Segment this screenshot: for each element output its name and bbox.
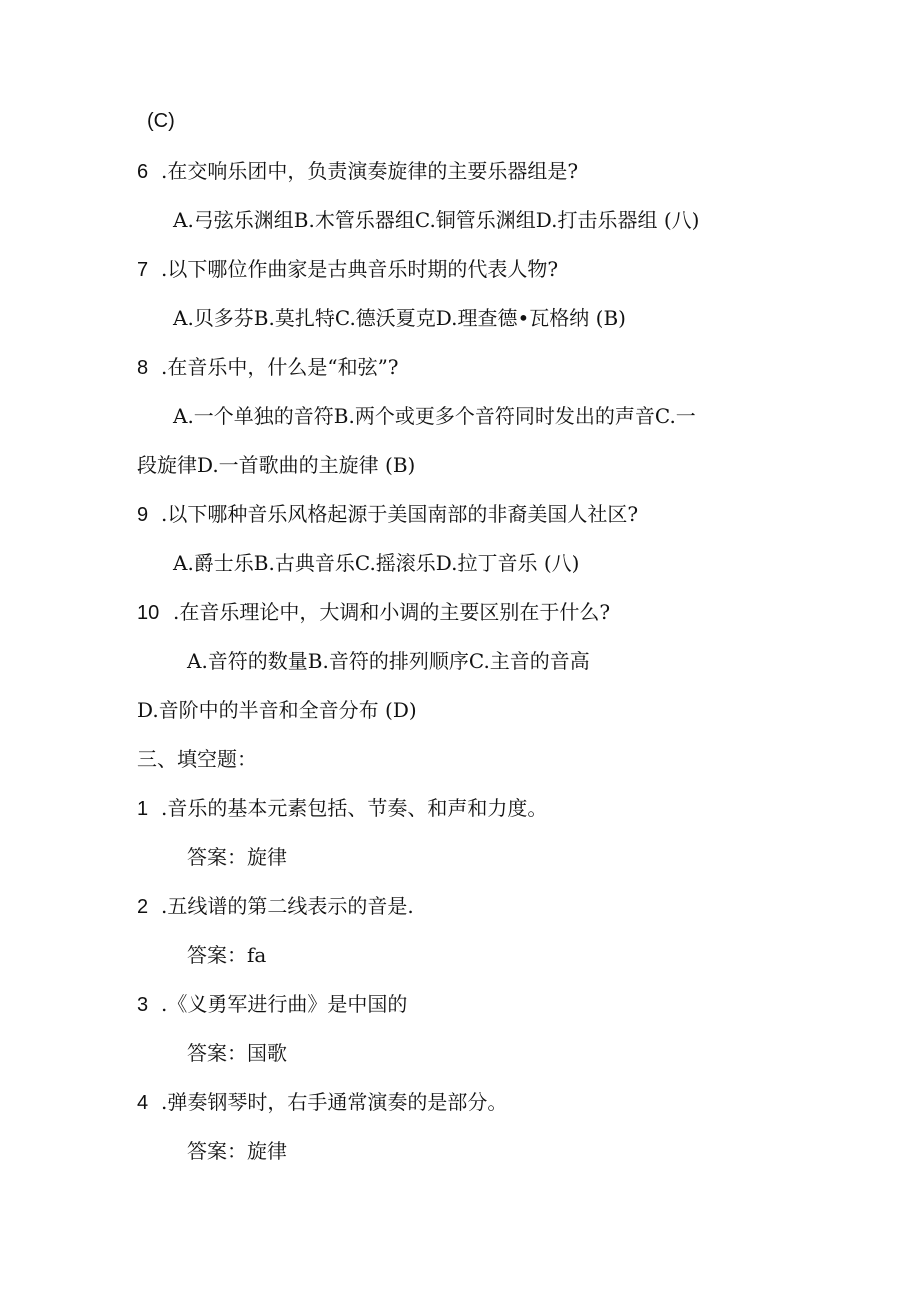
options-text: A.贝多芬B.莫扎特C.德沃夏克D.理查德•瓦格纳 (B) [173,306,626,330]
question-text: .弹奏钢琴时，右手通常演奏的是部分。 [161,1090,508,1114]
options-text: A.爵士乐B.古典音乐C.摇滚乐D.拉丁音乐 (八) [173,551,580,575]
question-7-stem [137,255,558,283]
fill-blank-3-stem [137,990,407,1018]
prev-answer [147,106,175,134]
fill-blank-2-stem [137,892,414,920]
question-number: 4 [137,1092,149,1114]
question-number: 7 [137,259,149,281]
question-8-options-line2 [137,451,415,479]
question-text: .以下哪种音乐风格起源于美国南部的非裔美国人社区? [161,502,639,526]
options-text: D.音阶中的半音和全音分布 (D) [137,698,417,722]
question-text: .在音乐理论中，大调和小调的主要区别在于什么? [173,600,611,624]
question-text: .在音乐中，什么是“和弦”? [161,355,399,379]
question-10-options-line1 [187,647,590,675]
question-6-options [173,206,699,234]
question-text: .《义勇军进行曲》是中国的 [161,992,408,1016]
options-text: 段旋律D.一首歌曲的主旋律 (B) [137,453,416,477]
question-number: 2 [137,896,149,918]
options-text: A.弓弦乐渊组B.木管乐器组C.铜管乐渊组D.打击乐器组 (八) [173,208,700,232]
fill-blank-2-answer [187,941,266,969]
section-title-text: 三、填空题： [137,747,257,771]
prev-answer-text: (C) [147,110,175,132]
question-9-options [173,549,579,577]
section-title [137,745,257,773]
options-text: A.音符的数量B.音符的排列顺序C.主音的音高 [187,649,590,673]
options-text: A.一个单独的音符B.两个或更多个音符同时发出的声音C.一 [173,404,696,428]
answer-text: 答案：旋律 [187,845,287,869]
answer-text: 答案：旋律 [187,1139,287,1163]
question-6-stem [137,157,578,185]
question-number: 6 [137,161,149,183]
question-number: 3 [137,994,149,1016]
question-9-stem [137,500,638,528]
question-10-options-line2 [137,696,417,724]
question-text: .在交响乐团中，负责演奏旋律的主要乐器组是? [161,159,579,183]
question-number: 10 [137,602,160,624]
question-8-stem [137,353,399,381]
fill-blank-4-stem [137,1088,507,1116]
question-text: .以下哪位作曲家是古典音乐时期的代表人物? [161,257,559,281]
question-8-options-line1 [173,402,696,430]
fill-blank-1-stem [137,794,547,822]
question-10-stem [137,598,610,626]
fill-blank-4-answer [187,1137,287,1165]
fill-blank-3-answer [187,1039,287,1067]
fill-blank-1-answer [187,843,287,871]
answer-text: 答案：fa [187,943,267,967]
question-7-options [173,304,626,332]
answer-text: 答案：国歌 [187,1041,287,1065]
question-text: .音乐的基本元素包括、节奏、和声和力度。 [161,796,548,820]
question-number: 8 [137,357,149,379]
question-number: 1 [137,798,149,820]
question-text: .五线谱的第二线表示的音是. [161,894,414,918]
question-number: 9 [137,504,149,526]
